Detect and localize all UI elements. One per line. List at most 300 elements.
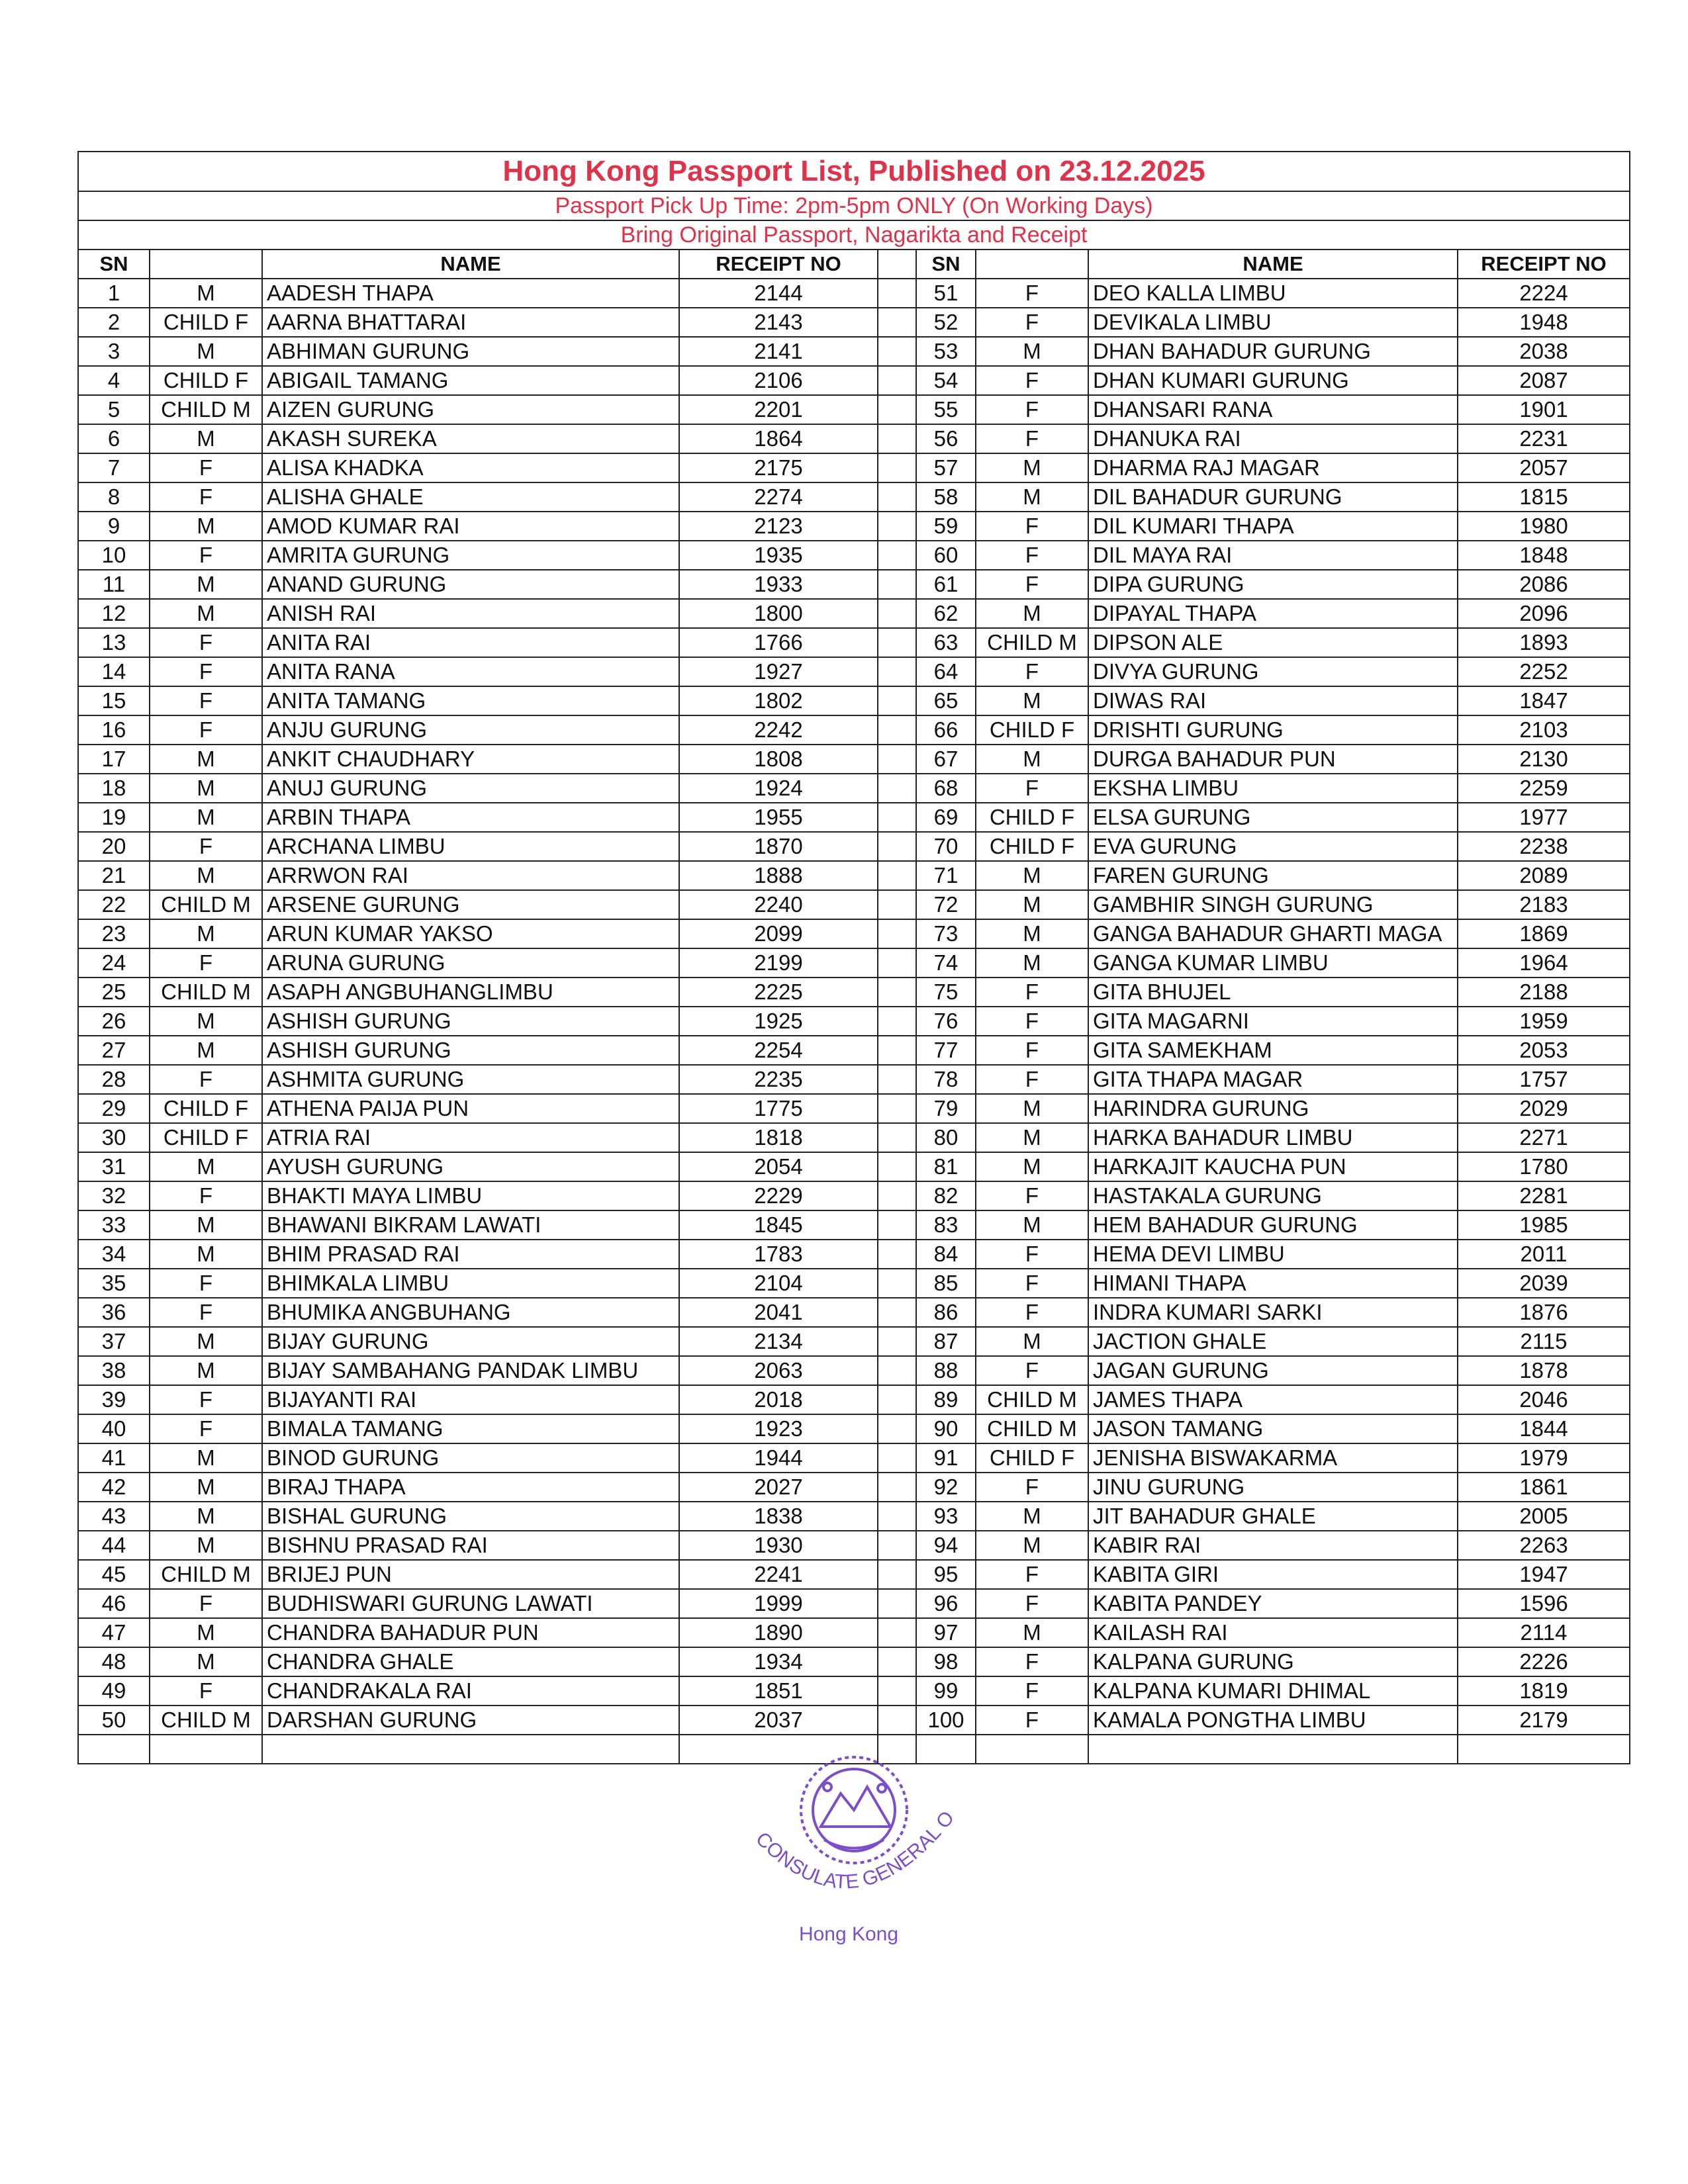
- cell-category-right: CHILD F: [976, 1443, 1088, 1473]
- cell-receipt-right: 1819: [1458, 1676, 1630, 1706]
- cell-receipt: 1925: [679, 1007, 878, 1036]
- cell-category-right: F: [976, 1356, 1088, 1385]
- table-row: [78, 890, 1630, 919]
- cell-category: M: [150, 745, 262, 774]
- table-row: [78, 1327, 1630, 1356]
- cell-category-right: M: [976, 948, 1088, 978]
- cell-name-right: DIPSON ALE: [1088, 628, 1458, 657]
- cell-category-right: M: [976, 453, 1088, 482]
- cell-name: ABIGAIL TAMANG: [262, 366, 679, 395]
- cell-sn-right: 99: [916, 1676, 976, 1706]
- table-row: [78, 482, 1630, 512]
- cell-sn-right: 77: [916, 1036, 976, 1065]
- empty-cell: [976, 1735, 1088, 1764]
- table-body: [78, 250, 1630, 1764]
- cell-receipt: 1888: [679, 861, 878, 890]
- cell-category: M: [150, 337, 262, 366]
- cell-sn-right: 83: [916, 1210, 976, 1240]
- cell-gap: [878, 890, 916, 919]
- cell-receipt: 1999: [679, 1589, 878, 1618]
- table-row: [78, 1065, 1630, 1094]
- table-row: [78, 1706, 1630, 1735]
- cell-sn: 41: [78, 1443, 150, 1473]
- cell-receipt: 1800: [679, 599, 878, 628]
- cell-sn: 11: [78, 570, 150, 599]
- cell-category: CHILD F: [150, 308, 262, 337]
- cell-category-right: M: [976, 1531, 1088, 1560]
- cell-gap: [878, 978, 916, 1007]
- cell-name-right: HARKAJIT KAUCHA PUN: [1088, 1152, 1458, 1181]
- cell-receipt-right: 1947: [1458, 1560, 1630, 1589]
- cell-gap: [878, 1094, 916, 1123]
- table-row: [78, 1473, 1630, 1502]
- cell-sn: 44: [78, 1531, 150, 1560]
- cell-name: BIJAY SAMBAHANG PANDAK LIMBU: [262, 1356, 679, 1385]
- cell-sn-right: 93: [916, 1502, 976, 1531]
- cell-receipt-right: 2183: [1458, 890, 1630, 919]
- table-row: [78, 308, 1630, 337]
- cell-receipt: 1864: [679, 424, 878, 453]
- table-row: [78, 279, 1630, 308]
- cell-category: F: [150, 453, 262, 482]
- table-row: [78, 1269, 1630, 1298]
- cell-receipt-right: 1964: [1458, 948, 1630, 978]
- cell-gap: [878, 1298, 916, 1327]
- table-row: [78, 1443, 1630, 1473]
- table-row: [78, 337, 1630, 366]
- cell-receipt: 2144: [679, 279, 878, 308]
- seal-emblem-icon: [728, 1747, 980, 1946]
- cell-sn: 46: [78, 1589, 150, 1618]
- cell-sn-right: 70: [916, 832, 976, 861]
- cell-sn-right: 71: [916, 861, 976, 890]
- cell-category: F: [150, 715, 262, 745]
- cell-gap: [878, 482, 916, 512]
- cell-receipt-right: 2087: [1458, 366, 1630, 395]
- cell-receipt: 2041: [679, 1298, 878, 1327]
- cell-name: BRIJEJ PUN: [262, 1560, 679, 1589]
- cell-name-right: DIPAYAL THAPA: [1088, 599, 1458, 628]
- cell-sn-right: 79: [916, 1094, 976, 1123]
- cell-sn-right: 56: [916, 424, 976, 453]
- cell-sn: 29: [78, 1094, 150, 1123]
- cell-sn: 15: [78, 686, 150, 715]
- column-header-row: [78, 250, 1630, 279]
- cell-receipt-right: 1847: [1458, 686, 1630, 715]
- cell-category: F: [150, 1414, 262, 1443]
- table-row: [78, 1647, 1630, 1676]
- table-row: [78, 628, 1630, 657]
- cell-gap: [878, 1327, 916, 1356]
- cell-sn: 45: [78, 1560, 150, 1589]
- cell-name: ARUNA GURUNG: [262, 948, 679, 978]
- cell-sn-right: 86: [916, 1298, 976, 1327]
- cell-name-right: DHAN KUMARI GURUNG: [1088, 366, 1458, 395]
- table-row: [78, 919, 1630, 948]
- cell-receipt-right: 2053: [1458, 1036, 1630, 1065]
- table-row: [78, 1298, 1630, 1327]
- table-row: [78, 1123, 1630, 1152]
- col-header-receipt-right: RECEIPT NO: [1458, 250, 1630, 279]
- cell-name: ANJU GURUNG: [262, 715, 679, 745]
- cell-sn-right: 92: [916, 1473, 976, 1502]
- cell-receipt: 1838: [679, 1502, 878, 1531]
- cell-name: ARRWON RAI: [262, 861, 679, 890]
- cell-receipt-right: 1979: [1458, 1443, 1630, 1473]
- cell-receipt-right: 2011: [1458, 1240, 1630, 1269]
- cell-receipt: 2027: [679, 1473, 878, 1502]
- cell-name-right: HARKA BAHADUR LIMBU: [1088, 1123, 1458, 1152]
- cell-receipt-right: 1757: [1458, 1065, 1630, 1094]
- cell-sn-right: 91: [916, 1443, 976, 1473]
- cell-name-right: DIWAS RAI: [1088, 686, 1458, 715]
- cell-sn-right: 69: [916, 803, 976, 832]
- cell-name-right: DIL KUMARI THAPA: [1088, 512, 1458, 541]
- cell-receipt: 2063: [679, 1356, 878, 1385]
- cell-sn-right: 60: [916, 541, 976, 570]
- cell-receipt-right: 2226: [1458, 1647, 1630, 1676]
- cell-sn: 22: [78, 890, 150, 919]
- cell-receipt: 1890: [679, 1618, 878, 1647]
- empty-cell: [262, 1735, 679, 1764]
- cell-sn-right: 81: [916, 1152, 976, 1181]
- cell-sn: 10: [78, 541, 150, 570]
- cell-sn: 19: [78, 803, 150, 832]
- cell-receipt: 2274: [679, 482, 878, 512]
- cell-name-right: INDRA KUMARI SARKI: [1088, 1298, 1458, 1327]
- cell-category-right: CHILD F: [976, 715, 1088, 745]
- cell-name-right: GITA SAMEKHAM: [1088, 1036, 1458, 1065]
- cell-category-right: F: [976, 512, 1088, 541]
- cell-receipt-right: 2259: [1458, 774, 1630, 803]
- cell-gap: [878, 570, 916, 599]
- cell-receipt: 2104: [679, 1269, 878, 1298]
- cell-sn-right: 84: [916, 1240, 976, 1269]
- cell-name: CHANDRA GHALE: [262, 1647, 679, 1676]
- cell-category-right: F: [976, 774, 1088, 803]
- col-header-receipt: RECEIPT NO: [679, 250, 878, 279]
- cell-sn: 36: [78, 1298, 150, 1327]
- cell-receipt-right: 2238: [1458, 832, 1630, 861]
- table-row: [78, 541, 1630, 570]
- instructions: Bring Original Passport, Nagarikta and Receipt: [78, 220, 1630, 250]
- cell-sn: 17: [78, 745, 150, 774]
- cell-name-right: DRISHTI GURUNG: [1088, 715, 1458, 745]
- cell-name-right: DHAN BAHADUR GURUNG: [1088, 337, 1458, 366]
- cell-name: BIJAY GURUNG: [262, 1327, 679, 1356]
- cell-gap: [878, 919, 916, 948]
- cell-category: M: [150, 1327, 262, 1356]
- cell-name-right: KAILASH RAI: [1088, 1618, 1458, 1647]
- cell-name-right: KAMALA PONGTHA LIMBU: [1088, 1706, 1458, 1735]
- cell-category: F: [150, 657, 262, 686]
- cell-gap: [878, 1065, 916, 1094]
- cell-gap: [878, 1181, 916, 1210]
- cell-category: CHILD M: [150, 890, 262, 919]
- cell-sn: 2: [78, 308, 150, 337]
- cell-sn: 5: [78, 395, 150, 424]
- cell-name-right: KALPANA GURUNG: [1088, 1647, 1458, 1676]
- cell-receipt-right: 2179: [1458, 1706, 1630, 1735]
- cell-name: ASHISH GURUNG: [262, 1036, 679, 1065]
- cell-name-right: GAMBHIR SINGH GURUNG: [1088, 890, 1458, 919]
- cell-name: BIRAJ THAPA: [262, 1473, 679, 1502]
- cell-receipt: 2123: [679, 512, 878, 541]
- cell-name: ABHIMAN GURUNG: [262, 337, 679, 366]
- cell-name: BISHAL GURUNG: [262, 1502, 679, 1531]
- cell-gap: [878, 628, 916, 657]
- cell-receipt-right: 2263: [1458, 1531, 1630, 1560]
- cell-category-right: F: [976, 366, 1088, 395]
- cell-name-right: JINU GURUNG: [1088, 1473, 1458, 1502]
- cell-name-right: HASTAKALA GURUNG: [1088, 1181, 1458, 1210]
- cell-receipt: 2037: [679, 1706, 878, 1735]
- cell-category: F: [150, 1181, 262, 1210]
- cell-category-right: M: [976, 337, 1088, 366]
- cell-sn: 48: [78, 1647, 150, 1676]
- cell-sn-right: 94: [916, 1531, 976, 1560]
- table-row: [78, 1385, 1630, 1414]
- cell-sn: 24: [78, 948, 150, 978]
- cell-receipt-right: 1780: [1458, 1152, 1630, 1181]
- table-row: [78, 1152, 1630, 1181]
- cell-receipt: 1935: [679, 541, 878, 570]
- cell-gap: [878, 686, 916, 715]
- cell-name: BISHNU PRASAD RAI: [262, 1531, 679, 1560]
- cell-name: BIMALA TAMANG: [262, 1414, 679, 1443]
- cell-receipt: 2106: [679, 366, 878, 395]
- cell-gap: [878, 512, 916, 541]
- cell-name-right: FAREN GURUNG: [1088, 861, 1458, 890]
- cell-sn: 18: [78, 774, 150, 803]
- cell-name-right: DIVYA GURUNG: [1088, 657, 1458, 686]
- cell-category-right: M: [976, 686, 1088, 715]
- cell-category: M: [150, 1473, 262, 1502]
- cell-name: BINOD GURUNG: [262, 1443, 679, 1473]
- cell-sn: 34: [78, 1240, 150, 1269]
- cell-sn: 6: [78, 424, 150, 453]
- cell-receipt-right: 1596: [1458, 1589, 1630, 1618]
- cell-receipt: 2254: [679, 1036, 878, 1065]
- table-row: [78, 1240, 1630, 1269]
- cell-category: F: [150, 1385, 262, 1414]
- cell-gap: [878, 1269, 916, 1298]
- table-row: [78, 512, 1630, 541]
- cell-sn-right: 95: [916, 1560, 976, 1589]
- cell-sn: 38: [78, 1356, 150, 1385]
- table-row: [78, 1036, 1630, 1065]
- col-header-category-right: [976, 250, 1088, 279]
- cell-category-right: M: [976, 919, 1088, 948]
- cell-name: ATHENA PAIJA PUN: [262, 1094, 679, 1123]
- cell-name-right: DHANUKA RAI: [1088, 424, 1458, 453]
- cell-receipt-right: 1848: [1458, 541, 1630, 570]
- cell-category-right: F: [976, 424, 1088, 453]
- cell-name-right: HIMANI THAPA: [1088, 1269, 1458, 1298]
- cell-sn-right: 66: [916, 715, 976, 745]
- cell-receipt: 1930: [679, 1531, 878, 1560]
- cell-name-right: GITA MAGARNI: [1088, 1007, 1458, 1036]
- table-row: [78, 599, 1630, 628]
- cell-name: ARBIN THAPA: [262, 803, 679, 832]
- cell-category: F: [150, 1589, 262, 1618]
- cell-sn: 35: [78, 1269, 150, 1298]
- cell-sn-right: 96: [916, 1589, 976, 1618]
- cell-category: CHILD F: [150, 366, 262, 395]
- cell-name-right: DIL MAYA RAI: [1088, 541, 1458, 570]
- cell-category: M: [150, 512, 262, 541]
- cell-name: BHIMKALA LIMBU: [262, 1269, 679, 1298]
- cell-name-right: GITA BHUJEL: [1088, 978, 1458, 1007]
- cell-category: M: [150, 570, 262, 599]
- cell-receipt-right: 1977: [1458, 803, 1630, 832]
- cell-receipt-right: 2057: [1458, 453, 1630, 482]
- cell-sn-right: 58: [916, 482, 976, 512]
- cell-category-right: F: [976, 657, 1088, 686]
- table-row: [78, 1531, 1630, 1560]
- cell-receipt: 1944: [679, 1443, 878, 1473]
- cell-category: M: [150, 1210, 262, 1240]
- cell-receipt-right: 1985: [1458, 1210, 1630, 1240]
- cell-sn-right: 97: [916, 1618, 976, 1647]
- cell-sn-right: 65: [916, 686, 976, 715]
- cell-gap: [878, 861, 916, 890]
- cell-gap: [878, 541, 916, 570]
- cell-category-right: F: [976, 308, 1088, 337]
- cell-receipt: 1923: [679, 1414, 878, 1443]
- table-row: [78, 395, 1630, 424]
- cell-receipt: 2201: [679, 395, 878, 424]
- cell-category-right: F: [976, 279, 1088, 308]
- cell-name: ARCHANA LIMBU: [262, 832, 679, 861]
- cell-receipt: 2018: [679, 1385, 878, 1414]
- cell-gap: [878, 395, 916, 424]
- cell-category-right: F: [976, 1269, 1088, 1298]
- col-header-sn-right: SN: [916, 250, 976, 279]
- cell-category: M: [150, 1531, 262, 1560]
- cell-category: M: [150, 774, 262, 803]
- cell-sn: 27: [78, 1036, 150, 1065]
- cell-receipt-right: 2103: [1458, 715, 1630, 745]
- cell-receipt: 2099: [679, 919, 878, 948]
- cell-sn: 16: [78, 715, 150, 745]
- cell-receipt: 2225: [679, 978, 878, 1007]
- cell-category-right: F: [976, 1007, 1088, 1036]
- cell-receipt-right: 2096: [1458, 599, 1630, 628]
- cell-category-right: CHILD F: [976, 803, 1088, 832]
- cell-category-right: F: [976, 1676, 1088, 1706]
- cell-sn-right: 67: [916, 745, 976, 774]
- cell-receipt-right: 2252: [1458, 657, 1630, 686]
- cell-category: M: [150, 279, 262, 308]
- cell-sn: 23: [78, 919, 150, 948]
- cell-receipt: 1802: [679, 686, 878, 715]
- table-row: [78, 1356, 1630, 1385]
- cell-name-right: EVA GURUNG: [1088, 832, 1458, 861]
- empty-cell: [150, 1735, 262, 1764]
- cell-gap: [878, 1473, 916, 1502]
- cell-sn-right: 87: [916, 1327, 976, 1356]
- cell-category: M: [150, 1502, 262, 1531]
- cell-gap: [878, 832, 916, 861]
- cell-name: BHAKTI MAYA LIMBU: [262, 1181, 679, 1210]
- cell-name-right: DHARMA RAJ MAGAR: [1088, 453, 1458, 482]
- cell-receipt: 2143: [679, 308, 878, 337]
- cell-category-right: M: [976, 599, 1088, 628]
- cell-category-right: M: [976, 745, 1088, 774]
- cell-sn-right: 63: [916, 628, 976, 657]
- cell-sn-right: 88: [916, 1356, 976, 1385]
- cell-gap: [878, 599, 916, 628]
- cell-category-right: CHILD M: [976, 1414, 1088, 1443]
- cell-receipt-right: 2089: [1458, 861, 1630, 890]
- cell-receipt-right: 2005: [1458, 1502, 1630, 1531]
- cell-sn: 13: [78, 628, 150, 657]
- cell-receipt: 1933: [679, 570, 878, 599]
- table-row: [78, 861, 1630, 890]
- cell-name-right: HEM BAHADUR GURUNG: [1088, 1210, 1458, 1240]
- cell-category: F: [150, 541, 262, 570]
- cell-sn: 3: [78, 337, 150, 366]
- table-row: [78, 1210, 1630, 1240]
- cell-category-right: M: [976, 1502, 1088, 1531]
- cell-category: CHILD M: [150, 1706, 262, 1735]
- cell-receipt: 1783: [679, 1240, 878, 1269]
- table-row: [78, 570, 1630, 599]
- cell-name: AKASH SUREKA: [262, 424, 679, 453]
- cell-category: F: [150, 686, 262, 715]
- table-row: [78, 686, 1630, 715]
- cell-gap: [878, 366, 916, 395]
- passport-table: [77, 151, 1630, 1764]
- cell-receipt: 1870: [679, 832, 878, 861]
- cell-name: AYUSH GURUNG: [262, 1152, 679, 1181]
- cell-gap: [878, 657, 916, 686]
- cell-receipt: 2235: [679, 1065, 878, 1094]
- cell-sn-right: 73: [916, 919, 976, 948]
- cell-name: AADESH THAPA: [262, 279, 679, 308]
- cell-name: ARUN KUMAR YAKSO: [262, 919, 679, 948]
- cell-sn: 50: [78, 1706, 150, 1735]
- cell-gap: [878, 1647, 916, 1676]
- cell-receipt: 1766: [679, 628, 878, 657]
- cell-sn-right: 89: [916, 1385, 976, 1414]
- document-title: Hong Kong Passport List, Published on 23.12.2025: [78, 152, 1630, 191]
- cell-receipt-right: 1861: [1458, 1473, 1630, 1502]
- seal-text: CONSULATE GENERAL O: [751, 1807, 959, 1893]
- cell-sn-right: 74: [916, 948, 976, 978]
- table-row: [78, 803, 1630, 832]
- cell-sn-right: 61: [916, 570, 976, 599]
- table-row: [78, 366, 1630, 395]
- cell-category: F: [150, 482, 262, 512]
- cell-name-right: DURGA BAHADUR PUN: [1088, 745, 1458, 774]
- cell-gap: [878, 1560, 916, 1589]
- cell-receipt-right: 1876: [1458, 1298, 1630, 1327]
- table-row: [78, 832, 1630, 861]
- cell-name: BHAWANI BIKRAM LAWATI: [262, 1210, 679, 1240]
- cell-name: ANITA TAMANG: [262, 686, 679, 715]
- table-row: [78, 1560, 1630, 1589]
- empty-cell: [1088, 1735, 1458, 1764]
- cell-category-right: F: [976, 1065, 1088, 1094]
- cell-gap: [878, 948, 916, 978]
- cell-name: AARNA BHATTARAI: [262, 308, 679, 337]
- cell-category: CHILD M: [150, 978, 262, 1007]
- cell-gap: [878, 1443, 916, 1473]
- cell-category: CHILD M: [150, 1560, 262, 1589]
- cell-receipt: 1845: [679, 1210, 878, 1240]
